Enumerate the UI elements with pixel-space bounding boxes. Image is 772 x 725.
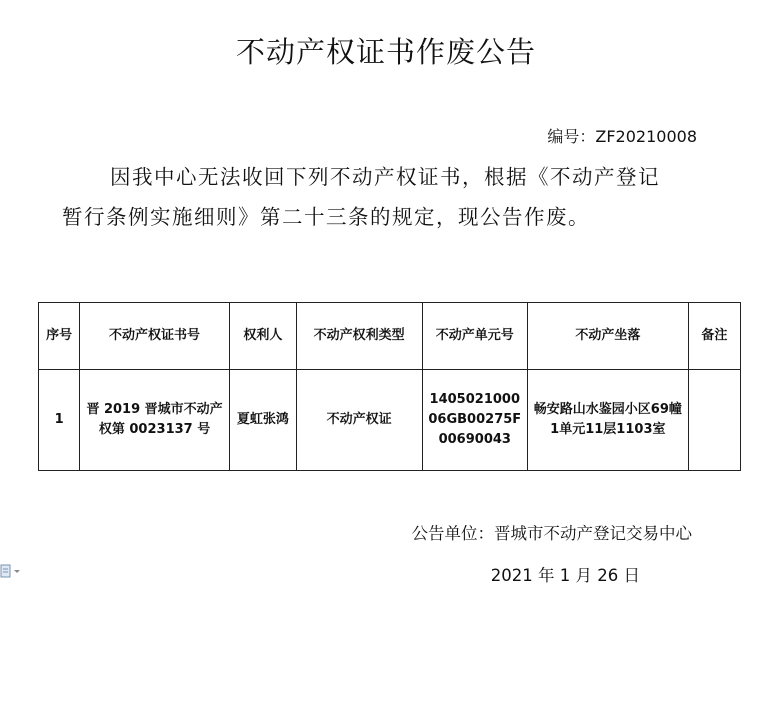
issuing-unit: 公告单位：晋城市不动产登记交易中心: [411, 524, 692, 543]
document-icon[interactable]: [0, 563, 22, 579]
cell-serial-no: 1: [39, 370, 80, 471]
cell-right-holder: 夏虹张鸿: [229, 370, 296, 471]
issue-date: 2021 年 1 月 26 日: [490, 566, 640, 585]
header-note: 备注: [688, 303, 740, 370]
table-row: [39, 370, 741, 471]
document-number: 编号：ZF20210008: [547, 127, 697, 146]
cell-unit-no: 140502100006GB00275F00690043: [422, 370, 528, 471]
page-title: 不动产权证书作废公告: [235, 35, 536, 69]
cell-location: 畅安路山水鉴园小区69幢1单元11层1103室: [528, 370, 689, 471]
cell-certificate-no: 晋 2019 晋城市不动产权第 0023137 号: [80, 370, 230, 471]
notice-paragraph-line-2: 暂行条例实施细则》第二十三条的规定，现公告作废。: [62, 205, 590, 229]
header-unit-no: 不动产单元号: [422, 303, 528, 370]
certificate-table: [38, 302, 741, 471]
table-header-row: [39, 303, 741, 370]
header-serial-no: 序号: [39, 303, 80, 370]
notice-paragraph-line-1: 因我中心无法收回下列不动产权证书，根据《不动产登记: [110, 165, 660, 189]
header-location: 不动产坐落: [528, 303, 689, 370]
header-right-type: 不动产权利类型: [296, 303, 422, 370]
header-right-holder: 权利人: [229, 303, 296, 370]
cell-right-type: 不动产权证: [296, 370, 422, 471]
cell-note: [688, 370, 740, 471]
header-certificate-no: 不动产权证书号: [80, 303, 230, 370]
